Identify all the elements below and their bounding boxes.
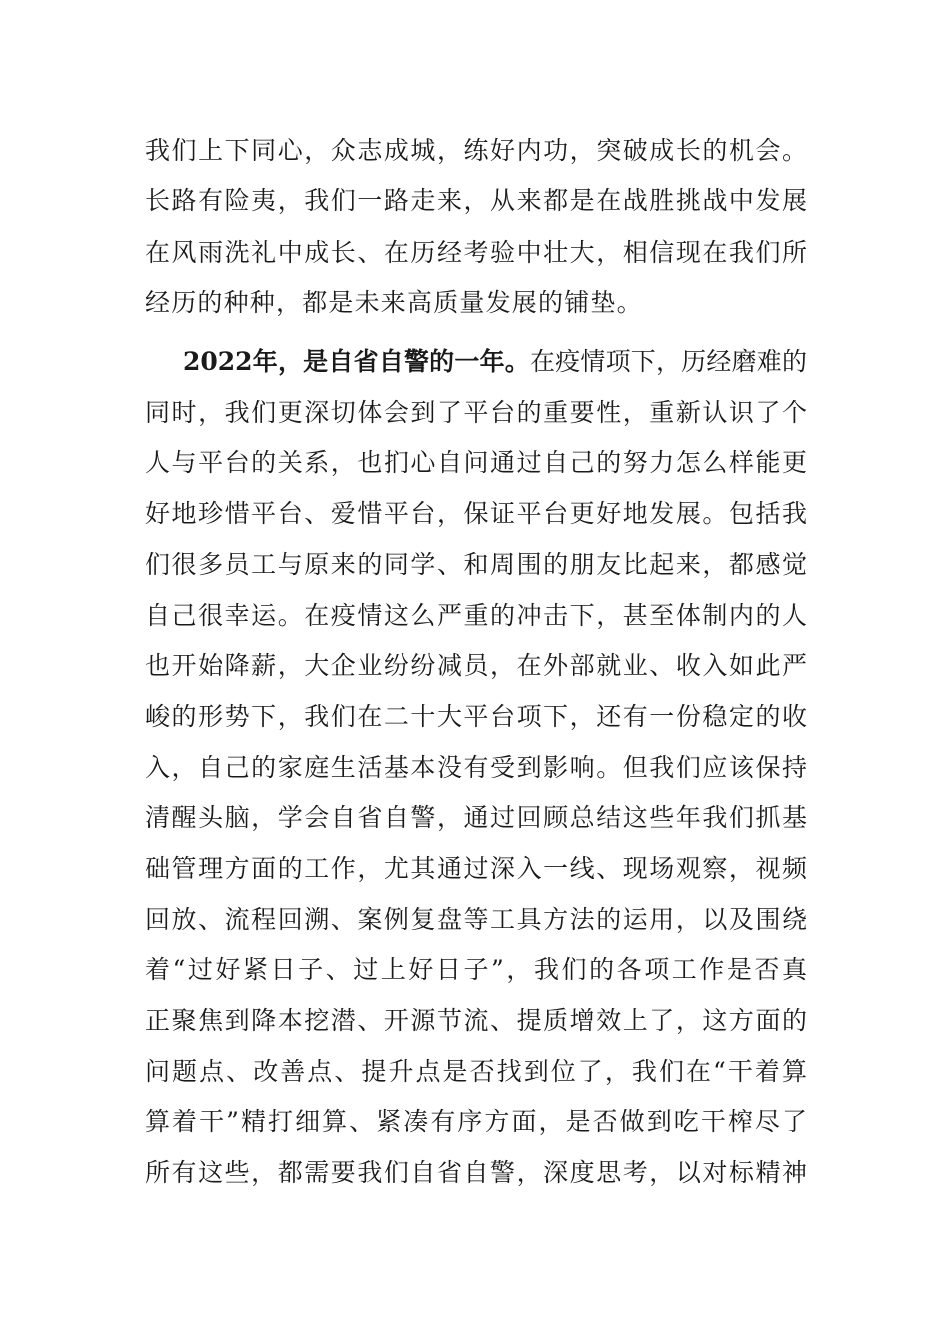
paragraph-2-line: 着“过好紧日子、过上好日子”，我们的各项工作是否真	[145, 955, 807, 984]
paragraph-2-line: 所有这些，都需要我们自省自警，深度思考，以对标精神	[145, 1158, 807, 1187]
paragraph-2-line: 入，自己的家庭生活基本没有受到影响。但我们应该保持	[145, 753, 807, 782]
paragraph-2-heading: 2022年，是自省自警的一年。	[183, 347, 530, 376]
paragraph-1-line-1: 我们上下同心，众志成城，练好内功，突破成长的机会。	[145, 136, 807, 165]
paragraph-2-line: 础管理方面的工作，尤其通过深入一线、现场观察，视频	[145, 854, 807, 883]
paragraph-2-line: 同时，我们更深切体会到了平台的重要性，重新认识了个	[145, 398, 807, 427]
paragraph-2-first-line-rest: 在疫情项下，历经磨难的	[529, 347, 807, 376]
paragraph-2-line: 好地珍惜平台、爱惜平台，保证平台更好地发展。包括我	[145, 499, 807, 528]
paragraph-2-line: 清醒头脑，学会自省自警，通过回顾总结这些年我们抓基	[145, 803, 807, 832]
paragraph-2-line: 算着干”精打细算、紧凑有序方面，是否做到吃干榨尽了	[145, 1107, 807, 1136]
paragraph-2-line: 人与平台的关系，也扪心自问通过自己的努力怎么样能更	[145, 448, 807, 477]
paragraph-1-line-4: 经历的种种，都是未来高质量发展的铺垫。	[145, 288, 643, 317]
paragraph-2-line: 们很多员工与原来的同学、和周围的朋友比起来，都感觉	[145, 550, 807, 579]
paragraph-2-line: 峻的形势下，我们在二十大平台项下，还有一份稳定的收	[145, 702, 807, 731]
paragraph-1-line-2: 长路有险夷，我们一路走来，从来都是在战胜挑战中发展	[145, 186, 807, 215]
paragraph-2-line: 自己很幸运。在疫情这么严重的冲击下，甚至体制内的人	[145, 601, 807, 630]
paragraph-2-line-1	[183, 345, 807, 379]
paragraph-2-line: 回放、流程回溯、案例复盘等工具方法的运用，以及围绕	[145, 905, 807, 934]
paragraph-2-line: 也开始降薪，大企业纷纷减员，在外部就业、收入如此严	[145, 651, 807, 680]
paragraph-2-line: 正聚焦到降本挖潜、开源节流、提质增效上了，这方面的	[145, 1006, 807, 1035]
paragraph-1-line-3: 在风雨洗礼中成长、在历经考验中壮大，相信现在我们所	[145, 238, 807, 267]
paragraph-2-line: 问题点、改善点、提升点是否找到位了，我们在“干着算	[145, 1057, 807, 1086]
